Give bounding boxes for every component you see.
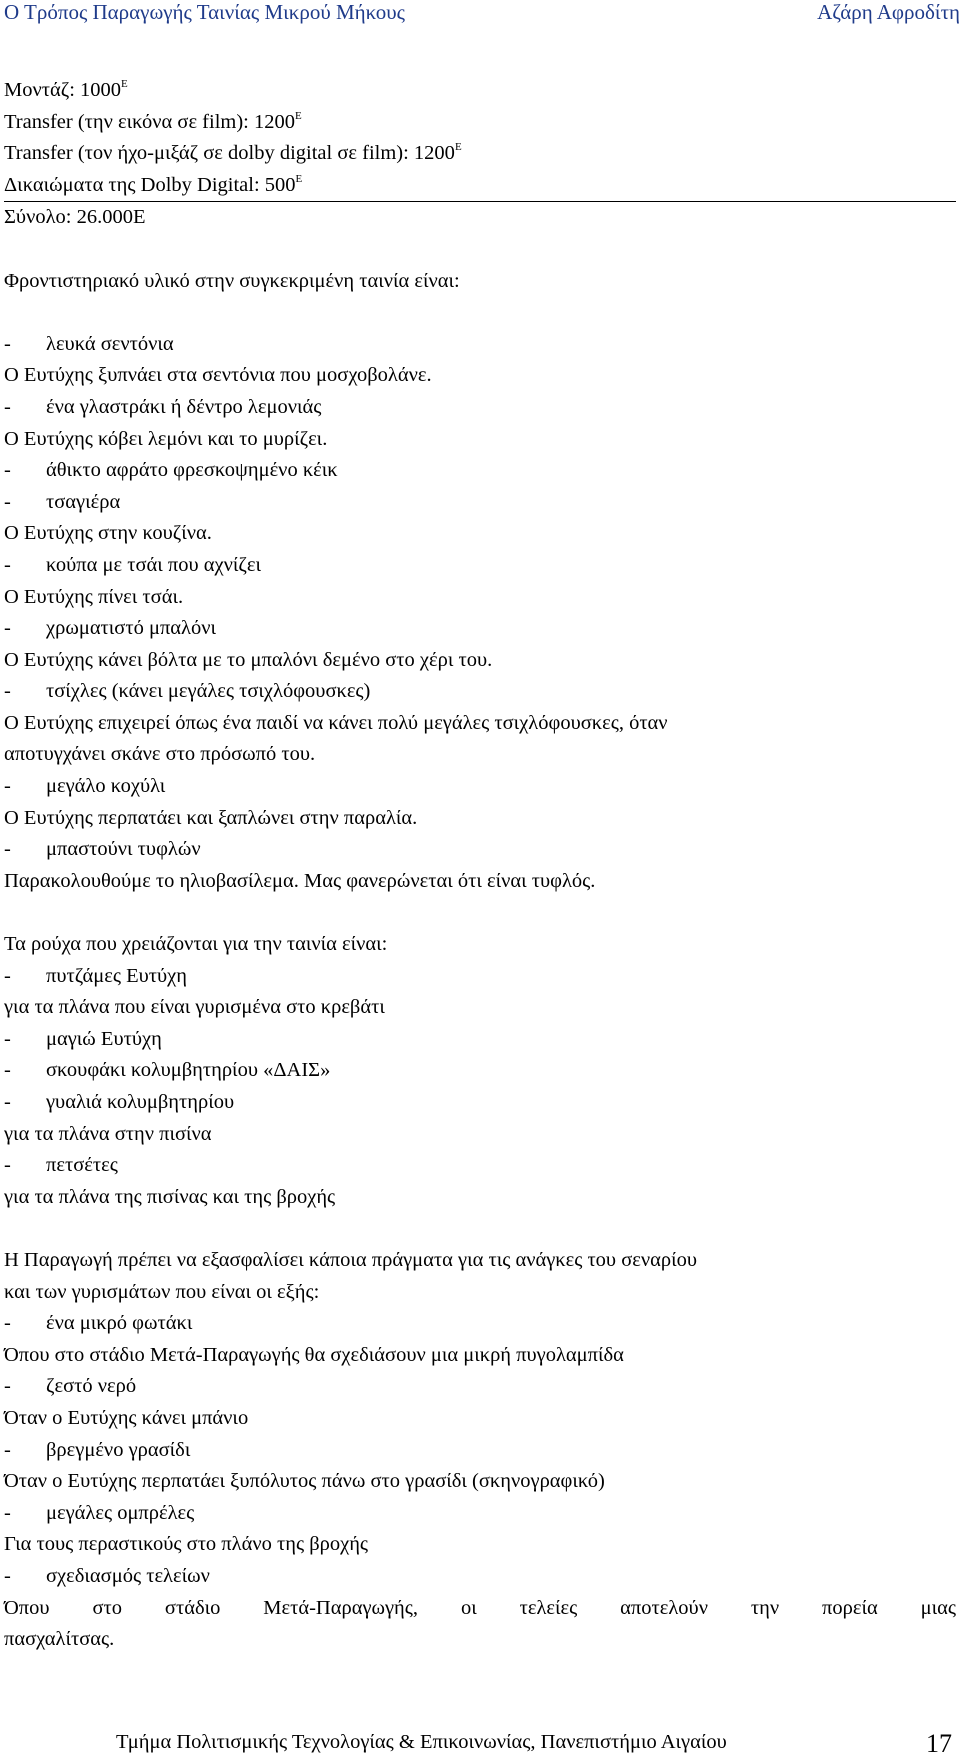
list-item-note: Παρακολουθούμε το ηλιοβασίλεμα. Μας φανερώνεται ότι είναι τυφλός. xyxy=(4,869,596,892)
page-content xyxy=(4,75,956,1656)
clothes-heading: Τα ρούχα που χρειάζονται για την ταινία είναι: xyxy=(4,933,388,956)
cost-list xyxy=(4,75,956,234)
list-item: - γυαλιά κολυμβητηρίου xyxy=(4,1091,235,1113)
list-item: - ένα μικρό φωτάκι xyxy=(4,1312,193,1335)
needs-list xyxy=(4,1308,956,1656)
needs-heading: Η Παραγωγή πρέπει να εξασφαλίσει κάποια πράγματα για τις ανάγκες του σεναρίου xyxy=(4,1248,698,1271)
header-author: Αζάρη Αφροδίτη xyxy=(817,0,960,24)
list-item-note: για τα πλάνα της πισίνας και της βροχής xyxy=(4,1185,336,1208)
list-item: - σκουφάκι κολυμβητηρίου «ΔΑΙΣ» xyxy=(4,1059,331,1082)
list-item-note: για τα πλάνα στην πισίνα xyxy=(4,1122,212,1145)
footer-department: Τμήμα Πολιτισμικής Τεχνολογίας & Επικοινωνίας, Πανεπιστήμιο Αιγαίου xyxy=(116,1731,727,1753)
list-item-note: αποτυγχάνει σκάνε στο πρόσωπό του. xyxy=(4,743,316,766)
list-item-note: Ο Ευτύχης περπατάει και ξαπλώνει στην παραλία. xyxy=(4,806,418,829)
list-item: - χρωματιστό μπαλόνι xyxy=(4,617,217,640)
props-heading: Φροντιστηριακό υλικό στην συγκεκριμένη ταινία είναι: xyxy=(4,269,460,292)
page-header xyxy=(0,0,960,30)
list-item-note: Όπου στο στάδιο Μετά-Παραγωγής, οι τελείες αποτελούν την πορεία μιας xyxy=(4,1596,956,1619)
list-item-note: για τα πλάνα που είναι γυρισμένα στο κρεβάτι xyxy=(4,996,385,1019)
list-item-note: Όταν ο Ευτύχης κάνει μπάνιο xyxy=(4,1406,249,1429)
list-item-note: Ο Ευτύχης κόβει λεμόνι και το μυρίζει. xyxy=(4,427,328,450)
cost-line-dolby-rights: Δικαιώματα της Dolby Digital: $500^E$ xyxy=(4,170,956,203)
list-item-note: πασχαλίτσας. xyxy=(4,1628,115,1651)
page-number: 17 xyxy=(926,1729,952,1758)
list-item: - πυτζάμες Ευτύχη xyxy=(4,964,187,987)
list-item: - σχεδιασμός τελείων xyxy=(4,1564,210,1587)
list-item-note: Ο Ευτύχης στην κουζίνα. xyxy=(4,522,212,545)
header-document-title: Ο Τρόπος Παραγωγής Ταινίας Μικρού Μήκους xyxy=(4,0,405,24)
list-item: - βρεγμένο γρασίδι xyxy=(4,1438,191,1461)
list-item: - πετσέτες xyxy=(4,1154,118,1177)
list-item-note: Όπου στο στάδιο Μετά-Παραγωγής θα σχεδιάσουν μια μικρή πυγολαμπίδα xyxy=(4,1343,624,1366)
list-item: - λευκά σεντόνια xyxy=(4,332,174,355)
cost-line-sound-transfer: Transfer (τον ήχο-μιξάζ σε dolby digital σε film): $1200^E$ xyxy=(4,141,462,165)
list-item-note: Ο Ευτύχης κάνει βόλτα με το μπαλόνι δεμένο στο χέρι του. xyxy=(4,648,493,671)
list-item-note: Για τους περαστικούς στο πλάνο της βροχής xyxy=(4,1533,369,1556)
list-item: - μαγιώ Ευτύχη xyxy=(4,1027,162,1050)
list-item-note: Ο Ευτύχης επιχειρεί όπως ένα παιδί να κάνει πολύ μεγάλες τσιχλόφουσκες, όταν xyxy=(4,711,668,734)
cost-line-editing: Μοντάζ: $1000^E$ xyxy=(4,78,128,101)
cost-total: Σύνολο: 26.000Ε xyxy=(4,206,146,229)
list-item-note: Όταν ο Ευτύχης περπατάει ξυπόλυτος πάνω στο γρασίδι (σκηνογραφικό) xyxy=(4,1470,605,1493)
list-item: - μπαστούνι τυφλών xyxy=(4,838,201,861)
list-item: - μεγάλο κοχύλι xyxy=(4,775,166,798)
page-footer xyxy=(0,1723,960,1758)
list-item-note: Ο Ευτύχης πίνει τσάι. xyxy=(4,585,184,608)
list-item: - τσίχλες (κάνει μεγάλες τσιχλόφουσκες) xyxy=(4,680,371,703)
list-item: - τσαγιέρα xyxy=(4,490,121,513)
list-item-note: Ο Ευτύχης ξυπνάει στα σεντόνια που μοσχοβολάνε. xyxy=(4,364,432,387)
list-item: - ζεστό νερό xyxy=(4,1375,137,1398)
needs-heading-cont: και των γυρισμάτων που είναι οι εξής: xyxy=(4,1280,320,1303)
list-item: - μεγάλες ομπρέλες xyxy=(4,1501,195,1524)
clothes-list xyxy=(4,961,956,1214)
props-list xyxy=(4,329,956,898)
cost-line-image-transfer: Transfer (την εικόνα σε film): $1200^E$ xyxy=(4,109,302,133)
list-item: - άθικτο αφράτο φρεσκοψημένο κέικ xyxy=(4,459,338,482)
list-item: - ένα γλαστράκι ή δέντρο λεμονιάς xyxy=(4,395,322,418)
list-item: - κούπα με τσάι που αχνίζει xyxy=(4,553,261,576)
